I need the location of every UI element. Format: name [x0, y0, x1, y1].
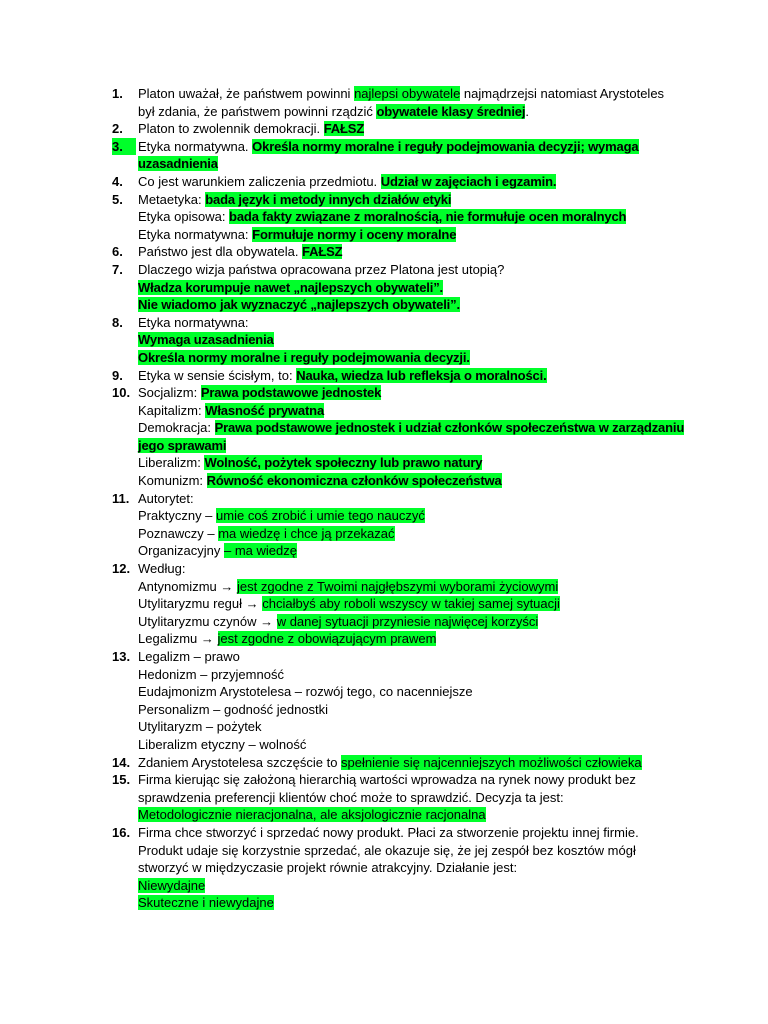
list-item — [0, 367, 768, 385]
text-line — [138, 736, 673, 754]
highlighted-answer: Niewydajne — [138, 877, 206, 893]
list-item — [0, 138, 768, 173]
list-item — [0, 648, 768, 754]
text-segment: sprawdzenia preferencji klientów choć może to sprawdzić. Decyzja ta jest: — [138, 789, 564, 805]
text-segment: Personalizm – godność jednostki — [138, 701, 329, 717]
text-line — [138, 859, 673, 877]
item-number: 13. — [112, 649, 131, 664]
text-line — [138, 349, 673, 367]
highlighted-answer: bada język i metody innych działów etyki — [205, 191, 452, 207]
item-number: 12. — [112, 561, 131, 577]
text-line — [138, 718, 673, 736]
text-line — [138, 454, 673, 472]
text-segment: Utylitaryzmu czynów — [138, 613, 261, 629]
text-segment: najmądrzejsi natomiast Arystoteles — [460, 86, 665, 101]
text-line — [138, 279, 673, 297]
text-line — [138, 525, 673, 543]
text-line — [138, 630, 673, 648]
list-item — [0, 560, 768, 648]
text-line — [138, 595, 673, 613]
item-body — [138, 384, 685, 490]
arrow-icon: → — [220, 578, 234, 594]
text-line — [138, 243, 673, 261]
text-segment: Liberalizm etyczny – wolność — [138, 736, 307, 752]
text-line — [138, 331, 673, 349]
item-number: 6. — [112, 244, 123, 260]
highlighted-answer: Formułuje normy i oceny moralne — [252, 226, 457, 242]
highlighted-answer: Własność prywatna — [205, 402, 325, 418]
text-line — [138, 877, 673, 895]
text-segment: Utylitaryzmu reguł — [138, 596, 246, 612]
highlighted-answer: – ma wiedzę — [223, 543, 297, 559]
text-line — [138, 542, 673, 560]
text-line — [138, 120, 673, 138]
text-segment: Utylitaryzm – pożytek — [138, 719, 262, 735]
text-segment: Platon uważał, że państwem powinni — [138, 86, 355, 101]
item-body — [138, 560, 673, 648]
arrow-icon: → — [200, 631, 214, 647]
item-number: 11. — [112, 490, 130, 506]
text-segment: Firma chce stworzyć i sprzedać nowy produkt. Płaci za stworzenie projektu innej firmie. — [138, 824, 639, 840]
item-number: 1. — [112, 86, 123, 101]
text-line — [138, 402, 673, 420]
text-line — [138, 138, 673, 156]
item-body — [138, 120, 673, 138]
highlighted-answer: w danej sytuacji przyniesie najwięcej korzyści — [276, 613, 539, 629]
item-body — [138, 754, 673, 772]
highlighted-answer: uzasadnienia — [138, 156, 218, 172]
list-item — [0, 85, 768, 120]
item-body — [138, 490, 673, 560]
item-number: 2. — [112, 121, 123, 137]
text-segment: Etyka w sensie ścisłym, to: — [138, 367, 297, 383]
text-segment: był zdania, że państwem powinni rządzić — [138, 103, 377, 119]
text-line — [138, 683, 673, 701]
text-line — [138, 701, 673, 719]
item-body — [138, 261, 673, 314]
text-line — [138, 85, 673, 103]
text-segment: Antynomizmu — [138, 578, 221, 594]
item-body — [138, 243, 673, 261]
arrow-icon: → — [260, 613, 274, 629]
list-item — [0, 120, 768, 138]
text-segment: Zdaniem Arystotelesa szczęście to — [138, 754, 342, 770]
item-number: 7. — [112, 261, 123, 277]
text-segment: Komunizm: — [138, 473, 207, 489]
text-line — [138, 771, 673, 789]
item-number: 8. — [112, 314, 123, 330]
highlighted-answer: obywatele klasy średniej — [376, 103, 526, 119]
text-segment — [214, 631, 218, 646]
highlighted-answer: Prawa podstawowe jednostek i udział członków społeczeństwa w zarządzaniu — [214, 420, 685, 436]
text-segment: Poznawczy – — [138, 525, 219, 541]
highlighted-answer: Udział w zajęciach i egzamin. — [380, 173, 557, 189]
highlighted-answer: chciałbyś aby roboli wszyscy w takiej samej sytuacji — [262, 596, 560, 612]
item-body — [138, 771, 673, 824]
text-line — [138, 789, 673, 807]
text-line — [138, 226, 673, 244]
item-body — [138, 314, 673, 367]
text-line — [138, 754, 673, 772]
list-item — [0, 173, 768, 191]
text-line — [138, 208, 673, 226]
text-line — [138, 578, 673, 596]
highlighted-answer: Wymaga uzasadnienia — [138, 332, 274, 348]
item-body — [138, 191, 673, 244]
highlighted-answer: ma wiedzę i chce ją przekazać — [218, 525, 395, 541]
list-item — [0, 314, 768, 367]
highlighted-answer: Metodologicznie nieracjonalna, ale aksjologicznie racjonalna — [138, 807, 486, 823]
text-line — [138, 314, 673, 332]
text-line — [138, 173, 673, 191]
text-segment: Etyka normatywna: — [138, 226, 253, 242]
item-number: 10. — [112, 385, 131, 401]
text-segment: Platon to zwolennik demokracji. — [138, 121, 324, 137]
text-segment: Etyka opisowa: — [138, 209, 230, 225]
highlighted-answer: bada fakty związane z moralnością, nie formułuje ocen moralnych — [229, 209, 627, 225]
text-segment: Eudajmonizm Arystotelesa – rozwój tego, co nacenniejsze — [138, 684, 473, 700]
highlighted-answer: Określa normy moralne i reguły podejmowania decyzji. — [138, 349, 470, 365]
text-segment: Legalizmu — [138, 631, 201, 647]
text-segment: Państwo jest dla obywatela. — [138, 244, 303, 260]
list-item — [0, 824, 768, 912]
text-segment: Według: — [138, 561, 186, 577]
text-segment: stworzyć w międzyczasie projekt równie atrakcyjny. Działanie jest: — [138, 860, 518, 876]
text-line — [138, 296, 673, 314]
text-line — [138, 103, 673, 121]
item-number: 5. — [112, 191, 123, 207]
arrow-icon: → — [245, 596, 259, 612]
highlighted-answer: Władza korumpuje nawet „najlepszych obywateli”. — [138, 279, 444, 295]
text-segment: Socjalizm: — [138, 385, 201, 401]
highlighted-answer: Wolność, pożytek społeczny lub prawo natury — [204, 455, 483, 471]
highlighted-answer: jest zgodne z obowiązującym prawem — [217, 631, 437, 647]
highlighted-answer: jest zgodne z Twoimi najgłębszymi wyborami życiowymi — [237, 578, 559, 594]
text-line — [138, 191, 673, 209]
text-segment: Metaetyka: — [138, 191, 206, 207]
text-line — [138, 666, 673, 684]
text-line — [138, 507, 673, 525]
text-segment: Praktyczny – — [138, 508, 217, 524]
text-segment: Kapitalizm: — [138, 402, 206, 418]
item-number: 15. — [112, 772, 131, 788]
text-segment: Autorytet: — [138, 490, 194, 506]
list-item — [0, 191, 768, 244]
numbered-list — [0, 85, 768, 912]
highlighted-answer: Określa normy moralne i reguły podejmowania decyzji; wymaga — [252, 138, 639, 154]
item-body — [138, 648, 673, 754]
text-segment: Firma kierując się założoną hierarchią wartości wprowadza na rynek nowy produkt bez — [138, 772, 636, 788]
text-line — [138, 560, 673, 578]
text-segment: Hedonizm – przyjemność — [138, 666, 284, 682]
list-item — [0, 754, 768, 772]
item-number: 14. — [112, 754, 131, 770]
text-line — [138, 155, 673, 173]
item-body — [138, 173, 673, 191]
list-item — [0, 771, 768, 824]
text-segment: Liberalizm: — [138, 455, 205, 471]
item-number: 3. — [112, 138, 136, 156]
highlighted-answer: najlepsi obywatele — [354, 86, 461, 101]
text-line — [138, 894, 673, 912]
text-line — [138, 490, 673, 508]
item-number: 4. — [112, 173, 123, 189]
highlighted-answer: spełnienie się najcenniejszych możliwości człowieka — [341, 754, 642, 770]
text-segment: Legalizm – prawo — [138, 649, 240, 664]
text-segment: Organizacyjny — [138, 543, 224, 559]
item-body — [138, 367, 673, 385]
item-number: 9. — [112, 367, 123, 383]
text-line — [138, 613, 673, 631]
highlighted-answer: jego sprawami — [138, 437, 227, 453]
highlighted-answer: Skuteczne i niewydajne — [138, 895, 274, 911]
text-segment: Demokracja: — [138, 420, 215, 436]
highlighted-answer: Równość ekonomiczna członków społeczeństwa — [206, 473, 502, 489]
text-line — [138, 419, 685, 437]
text-line — [138, 437, 673, 455]
list-item — [0, 261, 768, 314]
text-segment: . — [525, 103, 529, 119]
highlighted-answer: Nie wiadomo jak wyznaczyć „najlepszych obywateli”. — [138, 297, 460, 313]
text-segment: Co jest warunkiem zaliczenia przedmiotu. — [138, 173, 381, 189]
text-segment: Dlaczego wizja państwa opracowana przez Platona jest utopią? — [138, 261, 505, 277]
item-number: 16. — [112, 824, 131, 840]
item-body — [138, 85, 673, 120]
highlighted-answer: Prawa podstawowe jednostek — [200, 385, 382, 401]
text-line — [138, 824, 673, 842]
text-line — [138, 472, 673, 490]
text-segment: Etyka normatywna: — [138, 314, 249, 330]
highlighted-answer: FAŁSZ — [302, 244, 343, 260]
text-line — [138, 384, 673, 402]
text-line — [138, 806, 673, 824]
item-body — [138, 138, 673, 173]
list-item — [0, 243, 768, 261]
text-line — [138, 261, 673, 279]
item-body — [138, 824, 673, 912]
text-line — [138, 367, 673, 385]
list-item — [0, 490, 768, 560]
highlighted-answer: Nauka, wiedza lub refleksja o moralności. — [296, 367, 547, 383]
highlighted-answer: FAŁSZ — [323, 121, 365, 137]
list-item — [0, 384, 768, 490]
highlighted-answer: umie coś zrobić i umie tego nauczyć — [216, 508, 425, 524]
text-segment: Etyka normatywna. — [138, 138, 253, 154]
text-line — [138, 648, 673, 666]
text-line — [138, 842, 673, 860]
text-segment: Produkt udaje się korzystnie sprzedać, ale okazuje się, że jej zespół bez kosztów mógł — [138, 842, 636, 858]
